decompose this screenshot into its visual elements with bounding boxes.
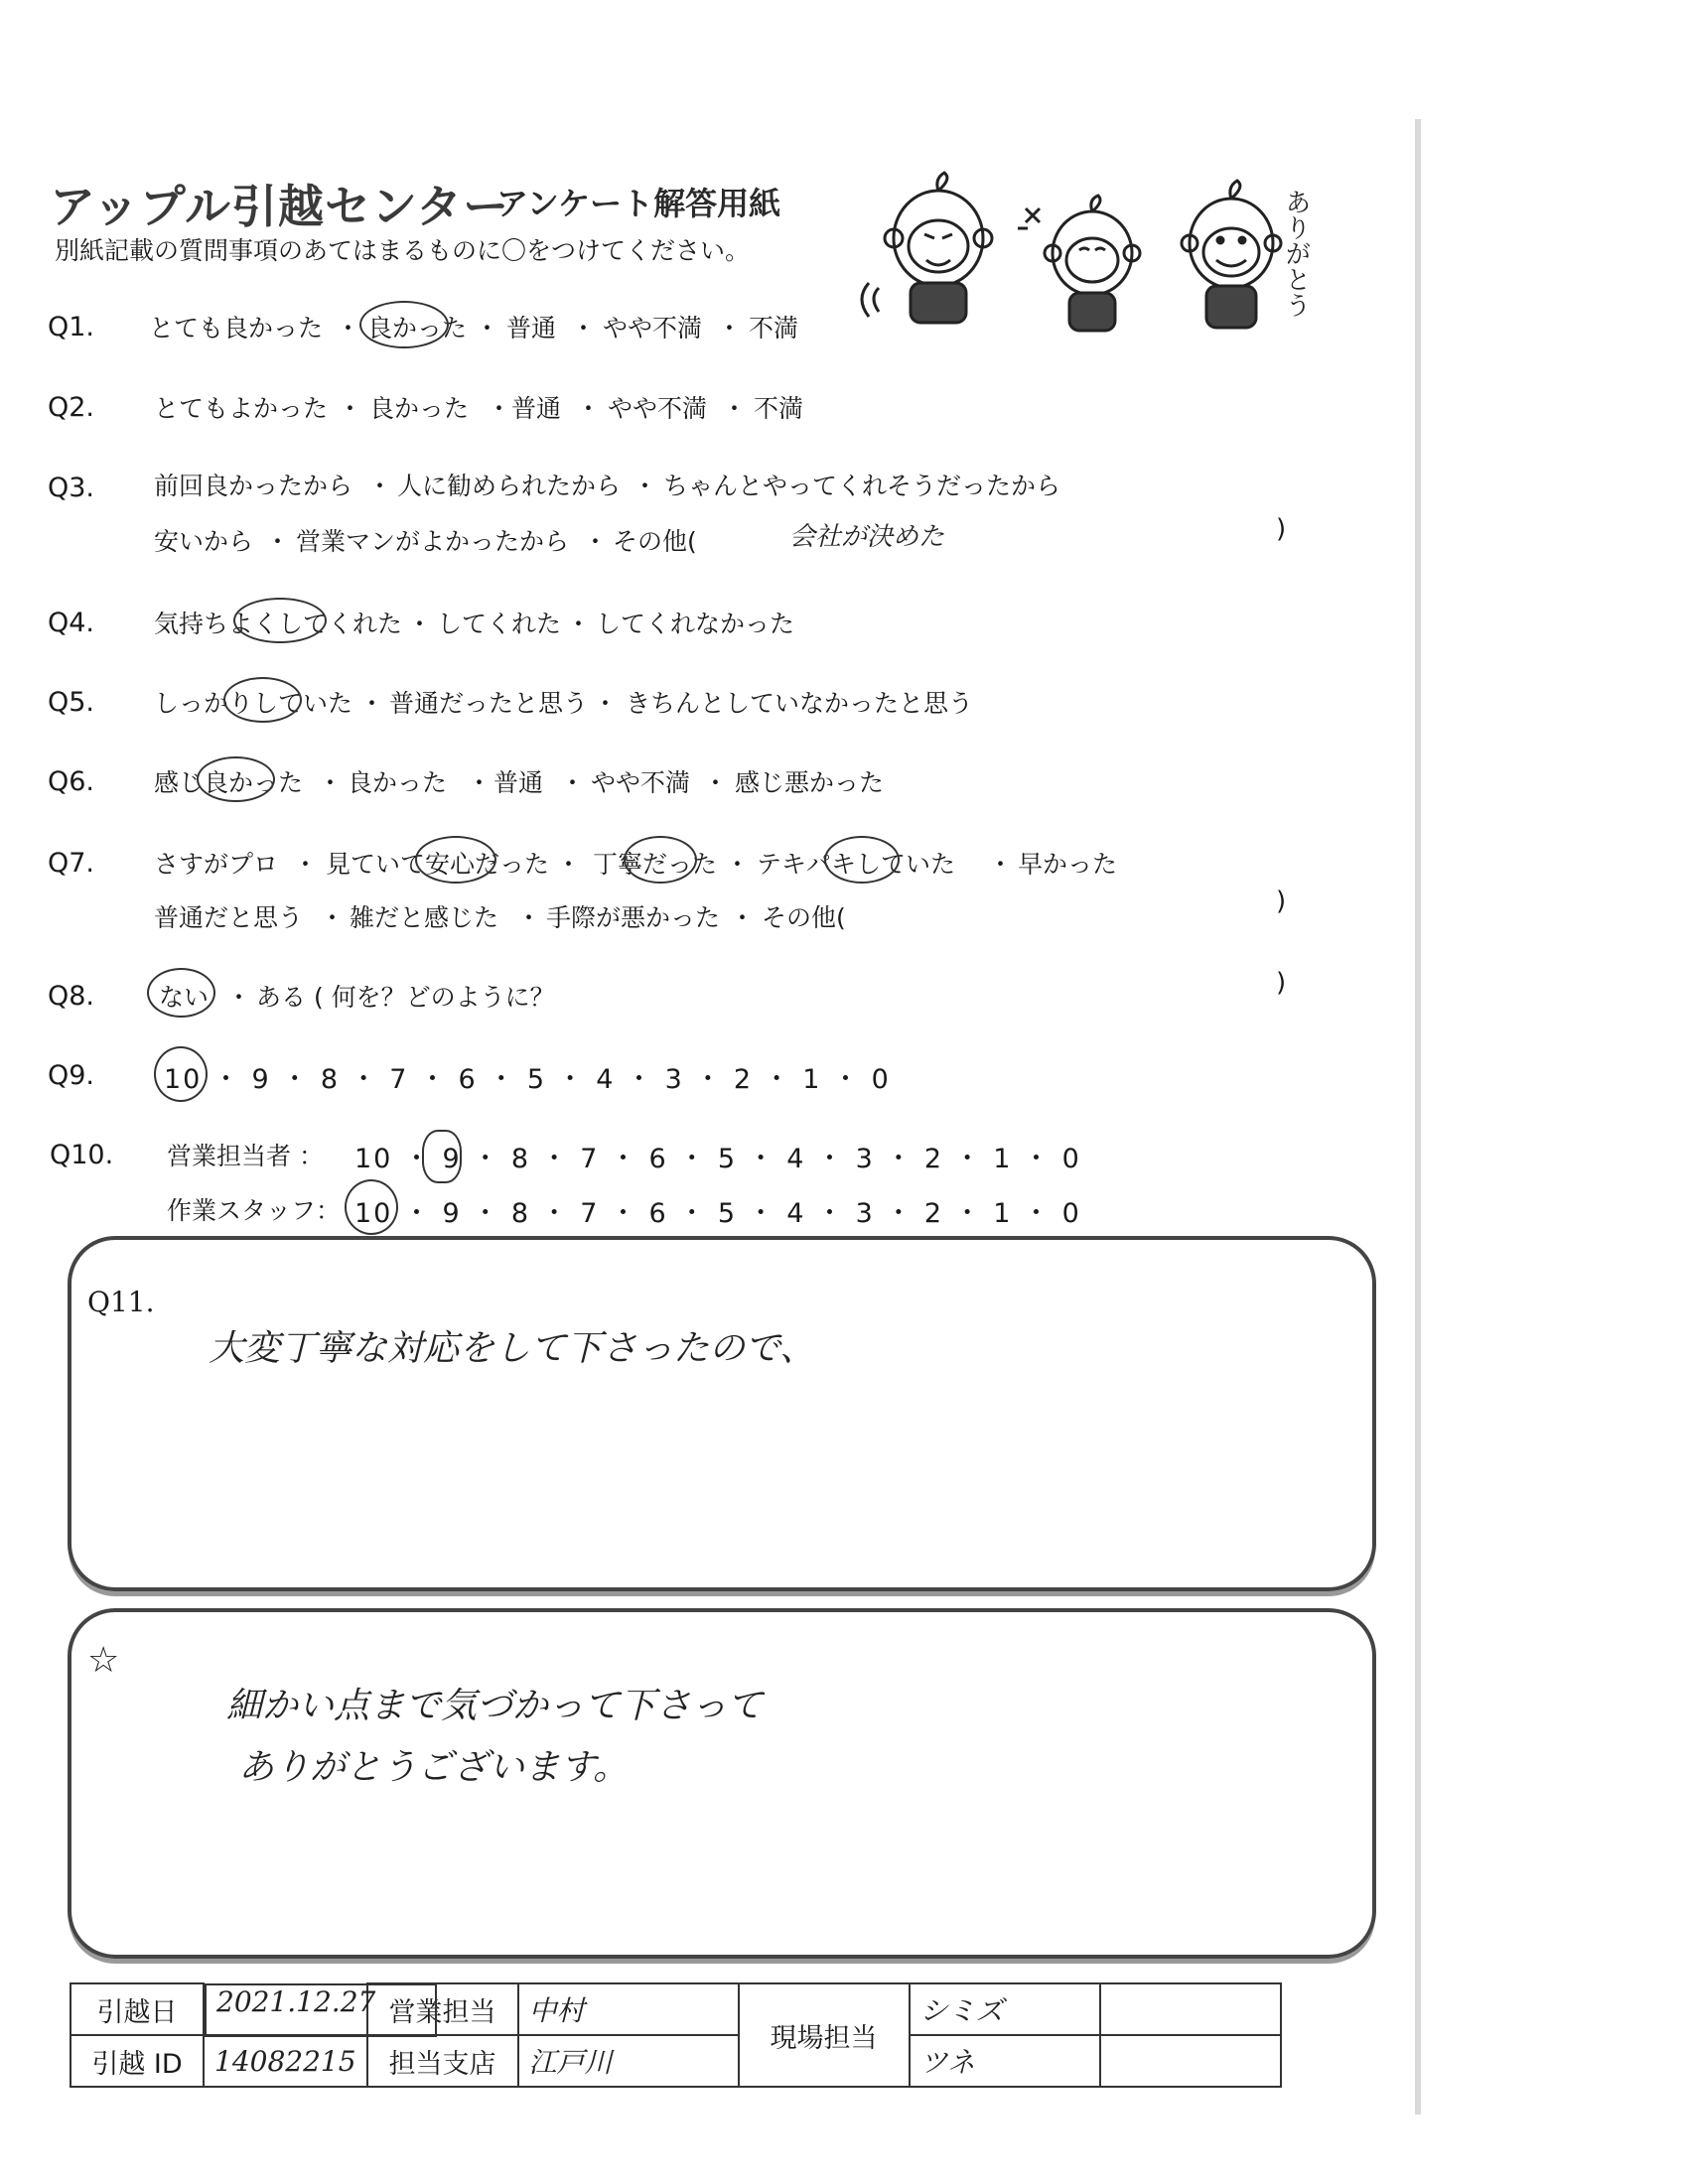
mascot-illustration [859, 169, 1326, 347]
q3-option-4[interactable]: 安いから [154, 527, 254, 556]
move-date-label: 引越日 [70, 1983, 204, 2035]
q8-option-2[interactable]: ある ( 何を？どのように？ [256, 983, 555, 1012]
q2-option-2[interactable]: 良かった [369, 394, 470, 423]
q1-option-2[interactable]: 良かった [367, 314, 468, 342]
sales-rep-value: 中村 [518, 1983, 739, 2035]
move-info-table [70, 1982, 1282, 2088]
company-title: アップル引越センター [50, 180, 510, 233]
q7-option-6[interactable]: 普通だと思う [154, 903, 304, 932]
star-label: ☆ [87, 1640, 120, 1681]
q2-option-1[interactable]: とてもよかった [154, 394, 329, 423]
site-staff-value-1: シミズ [910, 1983, 1100, 2035]
q7-answer-circle-1 [415, 836, 496, 884]
q5-label: Q5. [48, 687, 95, 718]
q2-option-5[interactable]: 不満 [754, 394, 804, 423]
q6-option-3[interactable]: 普通 [493, 768, 544, 797]
q6-option-2[interactable]: 良かった [348, 768, 448, 797]
q10-staff-answer-circle [345, 1179, 398, 1235]
mascot-left-icon [862, 173, 992, 323]
q8-label: Q8. [48, 981, 95, 1012]
q10-staff-scale[interactable]: 10 ・ 9 ・ 8 ・ 7 ・ 6 ・ 5 ・ 4 ・ 3 ・ 2 ・ 1 ・ 0 [354, 1198, 1081, 1229]
q6-option-1[interactable]: 感じ良かった [154, 768, 304, 797]
q9-label: Q9. [48, 1060, 95, 1091]
q11-comment-box[interactable] [68, 1236, 1376, 1591]
q5-option-3[interactable]: きちんとしていなかったと思う [626, 689, 974, 718]
mascot-middle-icon [1018, 196, 1140, 331]
page-edge [1415, 119, 1421, 2115]
q3-option-6[interactable]: その他( [613, 527, 697, 556]
q7-option-8[interactable]: 手際が悪かった [546, 903, 721, 932]
q1-option-3[interactable]: 普通 [506, 314, 557, 342]
q7-option-1[interactable]: さすがプロ [154, 850, 279, 879]
q4-option-1[interactable]: 気持ちよくしてくれた [154, 610, 403, 638]
q1-option-5[interactable]: 不満 [749, 314, 799, 342]
q7-option-7[interactable]: 雑だと感じた [350, 903, 499, 932]
q2-label: Q2. [48, 392, 95, 423]
q10-sales-answer-circle [422, 1130, 462, 1183]
q7-answer-circle-2 [624, 836, 697, 884]
q3-other-handwritten: 会社が決めた [789, 522, 945, 552]
q3-option-1[interactable]: 前回良かったから [154, 472, 353, 500]
branch-value: 江戸川 [518, 2035, 739, 2087]
q2-option-3[interactable]: 普通 [511, 394, 562, 423]
site-staff-extra-1 [1100, 1983, 1281, 2035]
q5-option-2[interactable]: 普通だったと思う [389, 689, 589, 718]
q3-close-paren: ) [1276, 514, 1287, 544]
q1-label: Q1. [48, 312, 95, 342]
q7-option-3[interactable]: 丁寧だった [593, 850, 718, 879]
site-staff-value-2: ツネ [910, 2035, 1100, 2087]
q7-close-paren: ) [1276, 887, 1287, 916]
q8-close-paren: ) [1276, 968, 1287, 998]
q6-label: Q6. [48, 766, 95, 797]
mascot-thanks-text: ありがとう [1281, 189, 1311, 318]
q9-scale[interactable]: 10 ・ 9 ・ 8 ・ 7 ・ 6 ・ 5 ・ 4 ・ 3 ・ 2 ・ 1 ・ 0 [164, 1064, 891, 1095]
q1-option-4[interactable]: やや不満 [603, 314, 703, 342]
q10-sales-label: 営業担当者 ： [167, 1142, 324, 1170]
q1-answer-circle [359, 301, 449, 348]
q4-label: Q4. [48, 608, 95, 638]
q3-label: Q3. [48, 473, 95, 503]
q1-option-1[interactable]: とても良かった [149, 314, 324, 342]
branch-label: 担当支店 [367, 2035, 518, 2087]
q9-answer-circle [154, 1046, 208, 1102]
q4-answer-circle [233, 598, 327, 643]
q6-option-5[interactable]: 感じ悪かった [735, 768, 885, 797]
q5-option-1[interactable]: しっかりしていた [154, 689, 353, 718]
move-date-value: 2021.12.27 [205, 1983, 437, 2037]
q7-option-5[interactable]: 早かった [1018, 850, 1118, 879]
q11-label: Q11. [87, 1286, 155, 1318]
q10-label: Q10. [50, 1140, 114, 1170]
form-title: アンケート解答用紙 [496, 185, 781, 222]
q8-answer-circle [147, 968, 215, 1018]
move-id-value: 14082215 [204, 2035, 367, 2087]
q7-option-9[interactable]: その他( [762, 903, 846, 932]
q7-label: Q7. [48, 848, 95, 879]
instruction-text: 別紙記載の質問事項のあてはまるものに〇をつけてください。 [55, 236, 751, 265]
q3-option-2[interactable]: 人に勧められたから [397, 472, 622, 500]
q5-answer-circle [223, 677, 302, 723]
q10-sales-scale[interactable]: 10 ・ 9 ・ 8 ・ 7 ・ 6 ・ 5 ・ 4 ・ 3 ・ 2 ・ 1 ・ 0 [354, 1144, 1081, 1174]
q8-option-1[interactable]: ない [159, 983, 210, 1012]
q4-option-2[interactable]: してくれた [437, 610, 562, 638]
star-answer-line2: ありがとうございます。 [238, 1747, 630, 1788]
q4-option-3[interactable]: してくれなかった [596, 610, 795, 638]
q7-option-2[interactable]: 見ていて安心だった [326, 850, 550, 879]
sales-rep-label: 営業担当 [367, 1983, 518, 2035]
q2-option-4[interactable]: やや不満 [608, 394, 708, 423]
site-staff-label: 現場担当 [739, 1983, 910, 2087]
q3-option-3[interactable]: ちゃんとやってくれそうだったから [663, 472, 1061, 500]
move-id-label: 引越 ID [70, 2035, 204, 2087]
star-answer-line1: 細かい点まで気づかって下さって [226, 1686, 764, 1726]
q7-answer-circle-3 [824, 836, 900, 884]
q6-option-4[interactable]: やや不満 [591, 768, 691, 797]
q11-answer-handwritten: 大変丁寧な対応をして下さったので、 [209, 1328, 816, 1369]
site-staff-extra-2 [1100, 2035, 1281, 2087]
mascot-right-icon [1182, 181, 1281, 328]
q7-option-4[interactable]: テキパキしていた [757, 850, 956, 879]
q10-staff-label: 作業スタッフ： [167, 1196, 342, 1225]
q3-option-5[interactable]: 営業マンがよかったから [296, 527, 570, 556]
q6-answer-circle [197, 756, 275, 802]
